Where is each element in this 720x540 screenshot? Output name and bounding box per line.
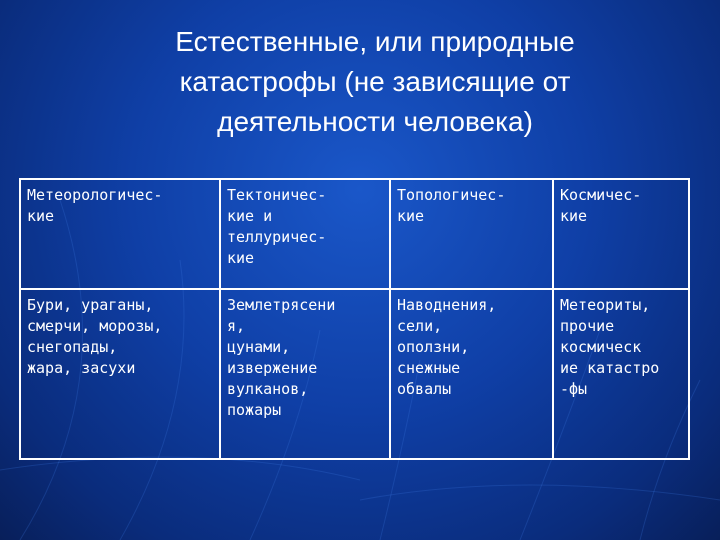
- table-header-row: [20, 179, 689, 289]
- table-row: [20, 289, 689, 459]
- cell-topological-examples: Наводнения, сели, оползни, снежные обвалы: [390, 289, 553, 459]
- cell-meteorological-examples: Бури, ураганы, смерчи, морозы, снегопады, жара, засухи: [20, 289, 220, 459]
- cell-cosmic-examples: Метеориты, прочие космическ ие катастро -фы: [553, 289, 689, 459]
- title-line-1: Естественные, или природные: [175, 26, 575, 57]
- header-cell-cosmic: Космичес- кие: [553, 179, 689, 289]
- header-cell-topological: Топологичес- кие: [390, 179, 553, 289]
- header-cell-meteorological: Метеорологичес- кие: [20, 179, 220, 289]
- disaster-types-table: [19, 178, 690, 460]
- slide-title: [110, 22, 640, 142]
- cell-tectonic-examples: Землетрясени я, цунами, извержение вулканов, пожары: [220, 289, 390, 459]
- title-line-2: катастрофы (не зависящие от: [179, 66, 571, 97]
- title-line-3: деятельности человека): [217, 106, 533, 137]
- header-cell-tectonic: Тектоничес- кие и теллуричес- кие: [220, 179, 390, 289]
